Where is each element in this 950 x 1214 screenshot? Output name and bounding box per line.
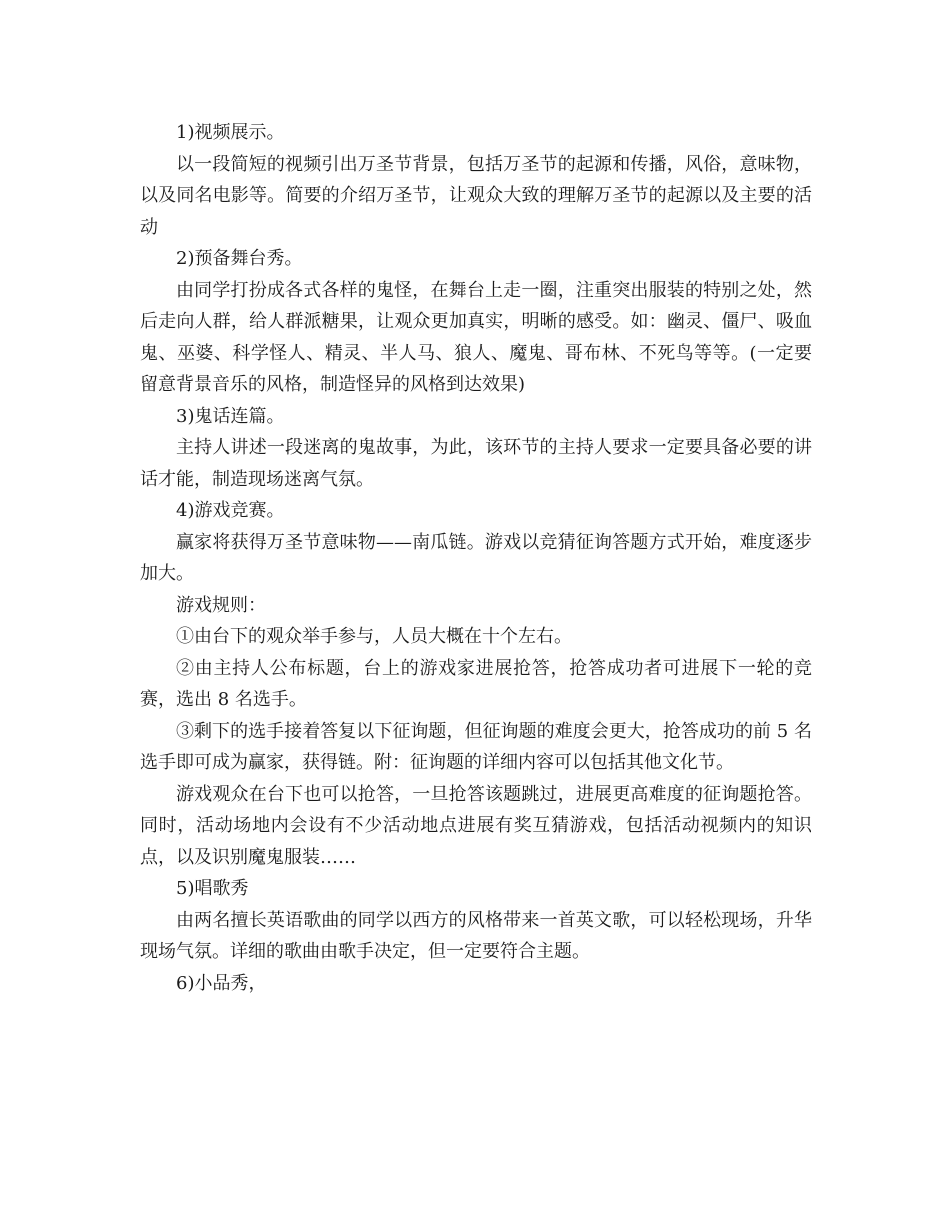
paragraph-ghost-stories: 主持人讲述一段迷离的鬼故事，为此，该环节的主持人要求一定要具备必要的讲话才能，制造现场迷离气氛。 [140,437,812,490]
game-rule-1: ①由台下的观众举手参与，人员大概在十个左右。 [176,626,572,647]
section-heading-singing: 5)唱歌秀 [176,878,249,899]
paragraph-game-intro: 赢家将获得万圣节意味物——南瓜链。游戏以竞猜征询答题方式开始，难度逐步加大。 [140,531,812,584]
game-rule-2: ②由主持人公布标题，台上的游戏家进展抢答，抢答成功者可进展下一轮的竞赛，选出 8 名选手。 [140,657,812,710]
section-heading-video: 1)视频展示。 [176,122,285,143]
paragraph-stage-show: 由同学打扮成各式各样的鬼怪，在舞台上走一圈，注重突出服装的特别之处，然后走向人群，给人群派糖果，让观众更加真实，明晰的感受。如：幽灵、僵尸、吸血鬼、巫婆、科学怪人、精灵、半人马、狼人、魔鬼、哥布林、不死鸟等等。(一定要留意背景音乐的风格，制造怪异的风格到达效果) [140,279,812,395]
paragraph-audience-answer: 游戏观众在台下也可以抢答，一旦抢答该题跳过，进展更高难度的征询题抢答。同时，活动场地内会设有不少活动地点进展有奖互猜游戏，包括活动视频内的知识点，以及识别魔鬼服装…… [140,783,812,868]
game-rules-heading: 游戏规则： [176,594,266,616]
paragraph-singing: 由两名擅长英语歌曲的同学以西方的风格带来一首英文歌，可以轻松现场，升华现场气氛。详细的歌曲由歌手决定，但一定要符合主题。 [140,909,812,962]
section-heading-skit: 6)小品秀， [176,972,267,994]
paragraph-video-intro: 以一段简短的视频引出万圣节背景，包括万圣节的起源和传播，风俗，意味物，以及同名电影等。简要的介绍万圣节，让观众大致的理解万圣节的起源以及主要的活动 [140,153,812,238]
section-heading-stage-show: 2)预备舞台秀。 [176,248,303,269]
document-body [140,117,812,999]
game-rule-3: ③剩下的选手接着答复以下征询题，但征询题的难度会更大，抢答成功的前 5 名选手即可成为赢家，获得链。附：征询题的详细内容可以包括其他文化节。 [140,720,812,773]
section-heading-game: 4)游戏竞赛。 [176,500,285,521]
section-heading-ghost-stories: 3)鬼话连篇。 [176,405,285,427]
